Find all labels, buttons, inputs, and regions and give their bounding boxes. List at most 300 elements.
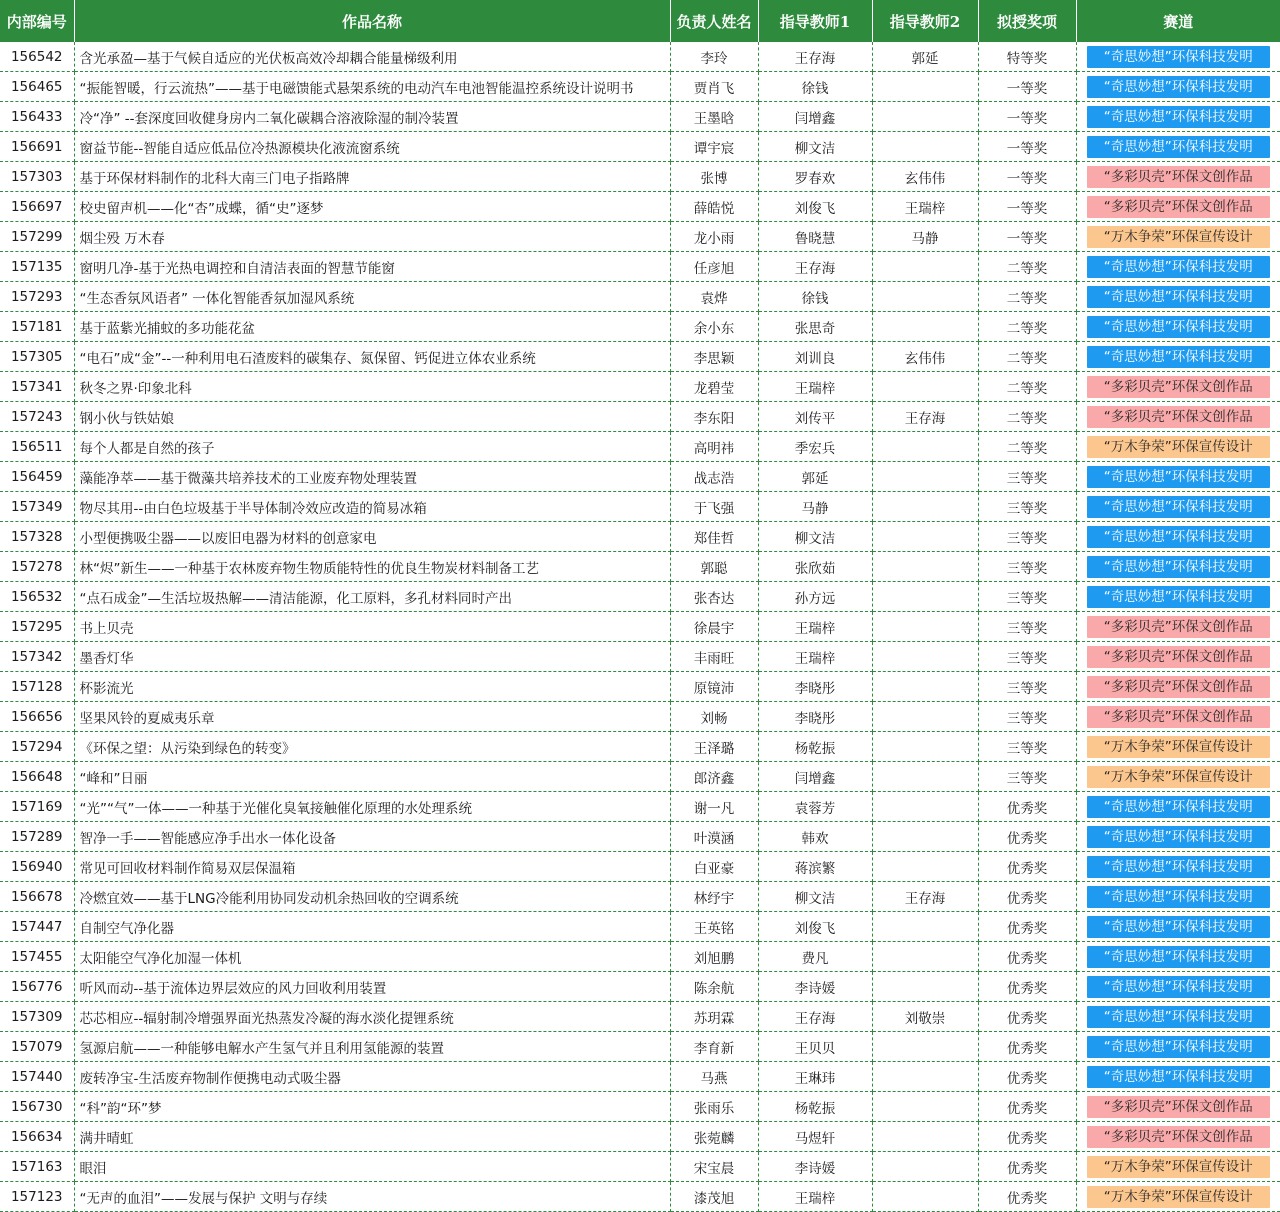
cell-leader: 张杏达 bbox=[670, 582, 758, 612]
cell-title: 满井晴虹 bbox=[74, 1122, 670, 1152]
table-row[interactable] bbox=[0, 102, 1280, 132]
table-row[interactable] bbox=[0, 402, 1280, 432]
cell-track bbox=[1076, 72, 1280, 102]
cell-award: 一等奖 bbox=[978, 132, 1076, 162]
cell-leader: 刘畅 bbox=[670, 702, 758, 732]
cell-leader: 原镜沛 bbox=[670, 672, 758, 702]
cell-id: 156697 bbox=[0, 192, 74, 222]
cell-title: 听风而动--基于流体边界层效应的风力回收利用装置 bbox=[74, 972, 670, 1002]
track-badge: “奇思妙想”环保科技发明 bbox=[1087, 346, 1270, 368]
cell-teacher2 bbox=[872, 1062, 978, 1092]
cell-leader: 漆茂旭 bbox=[670, 1182, 758, 1212]
cell-teacher2 bbox=[872, 372, 978, 402]
cell-teacher2 bbox=[872, 252, 978, 282]
track-badge: “万木争荣”环保宣传设计 bbox=[1087, 766, 1270, 788]
track-badge: “奇思妙想”环保科技发明 bbox=[1087, 106, 1270, 128]
cell-id: 156542 bbox=[0, 42, 74, 72]
cell-leader: 白亚豪 bbox=[670, 852, 758, 882]
cell-award: 优秀奖 bbox=[978, 1122, 1076, 1152]
table-row[interactable] bbox=[0, 1002, 1280, 1032]
track-badge: “多彩贝壳”环保文创作品 bbox=[1087, 196, 1270, 218]
cell-track bbox=[1076, 882, 1280, 912]
cell-id: 156730 bbox=[0, 1092, 74, 1122]
cell-award: 三等奖 bbox=[978, 582, 1076, 612]
track-badge: “多彩贝壳”环保文创作品 bbox=[1087, 616, 1270, 638]
cell-title: 氢源启航——一种能够电解水产生氢气并且利用氢能源的装置 bbox=[74, 1032, 670, 1062]
cell-id: 157342 bbox=[0, 642, 74, 672]
track-badge: “奇思妙想”环保科技发明 bbox=[1087, 496, 1270, 518]
cell-award: 优秀奖 bbox=[978, 1002, 1076, 1032]
cell-teacher2 bbox=[872, 792, 978, 822]
cell-track bbox=[1076, 282, 1280, 312]
cell-id: 157341 bbox=[0, 372, 74, 402]
cell-teacher1: 柳文洁 bbox=[758, 522, 872, 552]
cell-title: 窗益节能--智能自适应低品位冷热源模块化液流窗系统 bbox=[74, 132, 670, 162]
cell-leader: 李东阳 bbox=[670, 402, 758, 432]
cell-title: 眼泪 bbox=[74, 1152, 670, 1182]
cell-id: 157440 bbox=[0, 1062, 74, 1092]
track-badge: “多彩贝壳”环保文创作品 bbox=[1087, 706, 1270, 728]
cell-title: “峰和”日丽 bbox=[74, 762, 670, 792]
table-row[interactable] bbox=[0, 732, 1280, 762]
cell-teacher2 bbox=[872, 822, 978, 852]
track-badge: “奇思妙想”环保科技发明 bbox=[1087, 946, 1270, 968]
cell-teacher1: 刘俊飞 bbox=[758, 912, 872, 942]
table-row[interactable] bbox=[0, 162, 1280, 192]
track-badge: “奇思妙想”环保科技发明 bbox=[1087, 886, 1270, 908]
header-award[interactable]: 拟授奖项 bbox=[978, 0, 1076, 42]
cell-leader: 谢一凡 bbox=[670, 792, 758, 822]
cell-teacher2: 马静 bbox=[872, 222, 978, 252]
cell-track bbox=[1076, 642, 1280, 672]
cell-track bbox=[1076, 1152, 1280, 1182]
cell-teacher2 bbox=[872, 312, 978, 342]
cell-award: 优秀奖 bbox=[978, 942, 1076, 972]
cell-award: 优秀奖 bbox=[978, 1032, 1076, 1062]
track-badge: “多彩贝壳”环保文创作品 bbox=[1087, 1096, 1270, 1118]
cell-leader: 马燕 bbox=[670, 1062, 758, 1092]
cell-track bbox=[1076, 132, 1280, 162]
cell-leader: 陈余航 bbox=[670, 972, 758, 1002]
cell-id: 156678 bbox=[0, 882, 74, 912]
cell-title: “无声的血泪”——发展与保护 文明与存续 bbox=[74, 1182, 670, 1212]
cell-leader: 郎济鑫 bbox=[670, 762, 758, 792]
header-leader[interactable]: 负责人姓名 bbox=[670, 0, 758, 42]
track-badge: “奇思妙想”环保科技发明 bbox=[1087, 136, 1270, 158]
cell-teacher1: 马煜轩 bbox=[758, 1122, 872, 1152]
cell-title: 藻能净萃——基于微藻共培养技术的工业废弃物处理装置 bbox=[74, 462, 670, 492]
cell-title: 烟尘殁 万木春 bbox=[74, 222, 670, 252]
cell-award: 二等奖 bbox=[978, 402, 1076, 432]
cell-leader: 宋宝晨 bbox=[670, 1152, 758, 1182]
cell-teacher1: 李诗媛 bbox=[758, 972, 872, 1002]
cell-leader: 王英铭 bbox=[670, 912, 758, 942]
table-row[interactable] bbox=[0, 672, 1280, 702]
cell-id: 157303 bbox=[0, 162, 74, 192]
cell-award: 三等奖 bbox=[978, 762, 1076, 792]
cell-leader: 郑佳哲 bbox=[670, 522, 758, 552]
cell-title: 钢小伙与铁姑娘 bbox=[74, 402, 670, 432]
cell-leader: 李思颖 bbox=[670, 342, 758, 372]
cell-title: 物尽其用--由白色垃圾基于半导体制冷效应改造的简易冰箱 bbox=[74, 492, 670, 522]
cell-title: 芯芯相应--辐射制冷增强界面光热蒸发冷凝的海水淡化提锂系统 bbox=[74, 1002, 670, 1032]
table-row[interactable] bbox=[0, 1092, 1280, 1122]
cell-leader: 薛皓悦 bbox=[670, 192, 758, 222]
cell-teacher1: 柳文洁 bbox=[758, 132, 872, 162]
cell-teacher2 bbox=[872, 1152, 978, 1182]
cell-leader: 张雨乐 bbox=[670, 1092, 758, 1122]
header-teacher1[interactable]: 指导教师1 bbox=[758, 0, 872, 42]
cell-award: 一等奖 bbox=[978, 162, 1076, 192]
cell-leader: 丰雨旺 bbox=[670, 642, 758, 672]
cell-teacher1: 郭延 bbox=[758, 462, 872, 492]
cell-id: 157243 bbox=[0, 402, 74, 432]
cell-track bbox=[1076, 1092, 1280, 1122]
table-row[interactable] bbox=[0, 882, 1280, 912]
cell-id: 156634 bbox=[0, 1122, 74, 1152]
table-row[interactable] bbox=[0, 912, 1280, 942]
cell-id: 156940 bbox=[0, 852, 74, 882]
cell-track bbox=[1076, 1062, 1280, 1092]
cell-teacher2 bbox=[872, 1032, 978, 1062]
cell-teacher2 bbox=[872, 942, 978, 972]
table-row[interactable] bbox=[0, 972, 1280, 1002]
cell-title: “振能智暖，行云流热”——基于电磁馈能式悬架系统的电动汽车电池智能温控系统设计说明书 bbox=[74, 72, 670, 102]
cell-title: 校史留声机——化“杏”成蝶，循“史”逐梦 bbox=[74, 192, 670, 222]
cell-track bbox=[1076, 912, 1280, 942]
cell-track bbox=[1076, 612, 1280, 642]
cell-track bbox=[1076, 792, 1280, 822]
cell-title: “科”韵“环”梦 bbox=[74, 1092, 670, 1122]
table-row[interactable] bbox=[0, 522, 1280, 552]
track-badge: “奇思妙想”环保科技发明 bbox=[1087, 976, 1270, 998]
cell-award: 优秀奖 bbox=[978, 1182, 1076, 1212]
table-row[interactable] bbox=[0, 942, 1280, 972]
cell-title: 书上贝壳 bbox=[74, 612, 670, 642]
table-row[interactable] bbox=[0, 282, 1280, 312]
cell-teacher2: 郭延 bbox=[872, 42, 978, 72]
cell-id: 157181 bbox=[0, 312, 74, 342]
cell-teacher1: 刘训良 bbox=[758, 342, 872, 372]
cell-id: 157299 bbox=[0, 222, 74, 252]
cell-teacher2: 玄伟伟 bbox=[872, 162, 978, 192]
cell-track bbox=[1076, 972, 1280, 1002]
cell-teacher2 bbox=[872, 522, 978, 552]
cell-leader: 余小东 bbox=[670, 312, 758, 342]
cell-teacher1: 王存海 bbox=[758, 1002, 872, 1032]
track-badge: “万木争荣”环保宣传设计 bbox=[1087, 436, 1270, 458]
cell-teacher2 bbox=[872, 702, 978, 732]
cell-leader: 李玲 bbox=[670, 42, 758, 72]
header-track[interactable]: 赛道 bbox=[1076, 0, 1280, 42]
cell-teacher2 bbox=[872, 612, 978, 642]
table-row[interactable] bbox=[0, 1182, 1280, 1212]
cell-teacher1: 柳文洁 bbox=[758, 882, 872, 912]
cell-teacher2 bbox=[872, 462, 978, 492]
table-row[interactable] bbox=[0, 582, 1280, 612]
track-badge: “多彩贝壳”环保文创作品 bbox=[1087, 166, 1270, 188]
cell-teacher2 bbox=[872, 642, 978, 672]
cell-leader: 张菀麟 bbox=[670, 1122, 758, 1152]
cell-teacher2 bbox=[872, 732, 978, 762]
cell-track bbox=[1076, 852, 1280, 882]
table-row[interactable] bbox=[0, 1062, 1280, 1092]
cell-title: 基于蓝紫光捕蚊的多功能花盆 bbox=[74, 312, 670, 342]
cell-track bbox=[1076, 252, 1280, 282]
table-row[interactable] bbox=[0, 222, 1280, 252]
cell-id: 157294 bbox=[0, 732, 74, 762]
cell-award: 优秀奖 bbox=[978, 792, 1076, 822]
cell-track bbox=[1076, 312, 1280, 342]
cell-track bbox=[1076, 522, 1280, 552]
track-badge: “奇思妙想”环保科技发明 bbox=[1087, 556, 1270, 578]
cell-title: 冷燃宜效——基于LNG冷能利用协同发动机余热回收的空调系统 bbox=[74, 882, 670, 912]
cell-title: 小型便携吸尘器——以废旧电器为材料的创意家电 bbox=[74, 522, 670, 552]
cell-track bbox=[1076, 1032, 1280, 1062]
cell-teacher1: 王瑞梓 bbox=[758, 612, 872, 642]
cell-teacher1: 李晓彤 bbox=[758, 702, 872, 732]
cell-title: 太阳能空气净化加湿一体机 bbox=[74, 942, 670, 972]
cell-id: 156433 bbox=[0, 102, 74, 132]
cell-teacher1: 刘俊飞 bbox=[758, 192, 872, 222]
cell-track bbox=[1076, 402, 1280, 432]
cell-award: 三等奖 bbox=[978, 672, 1076, 702]
table-row[interactable] bbox=[0, 1032, 1280, 1062]
cell-track bbox=[1076, 1122, 1280, 1152]
table-row[interactable] bbox=[0, 72, 1280, 102]
table-row[interactable] bbox=[0, 312, 1280, 342]
table-body bbox=[0, 42, 1280, 1212]
cell-title: “点石成金”—生活垃圾热解——清洁能源，化工原料，多孔材料同时产出 bbox=[74, 582, 670, 612]
cell-award: 三等奖 bbox=[978, 462, 1076, 492]
table-row[interactable] bbox=[0, 252, 1280, 282]
cell-teacher1: 李诗媛 bbox=[758, 1152, 872, 1182]
cell-id: 157169 bbox=[0, 792, 74, 822]
cell-teacher1: 杨乾振 bbox=[758, 1092, 872, 1122]
cell-id: 157135 bbox=[0, 252, 74, 282]
cell-teacher2 bbox=[872, 972, 978, 1002]
cell-track bbox=[1076, 702, 1280, 732]
cell-leader: 谭宇宸 bbox=[670, 132, 758, 162]
cell-id: 157349 bbox=[0, 492, 74, 522]
cell-id: 157447 bbox=[0, 912, 74, 942]
cell-track bbox=[1076, 552, 1280, 582]
cell-id: 157305 bbox=[0, 342, 74, 372]
track-badge: “多彩贝壳”环保文创作品 bbox=[1087, 1126, 1270, 1148]
cell-teacher1: 季宏兵 bbox=[758, 432, 872, 462]
cell-leader: 任彦旭 bbox=[670, 252, 758, 282]
cell-title: 基于环保材料制作的北科大南三门电子指路牌 bbox=[74, 162, 670, 192]
table-row[interactable] bbox=[0, 552, 1280, 582]
cell-leader: 袁烨 bbox=[670, 282, 758, 312]
cell-title: 林“烬”新生——一种基于农林废弃物生物质能特性的优良生物炭材料制备工艺 bbox=[74, 552, 670, 582]
track-badge: “奇思妙想”环保科技发明 bbox=[1087, 856, 1270, 878]
cell-teacher2: 王瑞梓 bbox=[872, 192, 978, 222]
table-header-row bbox=[0, 0, 1280, 42]
cell-id: 157123 bbox=[0, 1182, 74, 1212]
cell-title: 墨香灯华 bbox=[74, 642, 670, 672]
cell-teacher2: 王存海 bbox=[872, 882, 978, 912]
cell-award: 优秀奖 bbox=[978, 822, 1076, 852]
table-row[interactable] bbox=[0, 792, 1280, 822]
cell-teacher1: 袁蓉芳 bbox=[758, 792, 872, 822]
cell-award: 优秀奖 bbox=[978, 882, 1076, 912]
cell-id: 157079 bbox=[0, 1032, 74, 1062]
cell-award: 二等奖 bbox=[978, 282, 1076, 312]
cell-teacher1: 鲁晓慧 bbox=[758, 222, 872, 252]
cell-teacher2: 玄伟伟 bbox=[872, 342, 978, 372]
cell-id: 157128 bbox=[0, 672, 74, 702]
cell-award: 三等奖 bbox=[978, 702, 1076, 732]
table-row[interactable] bbox=[0, 822, 1280, 852]
cell-award: 二等奖 bbox=[978, 372, 1076, 402]
cell-id: 157328 bbox=[0, 522, 74, 552]
table-row[interactable] bbox=[0, 642, 1280, 672]
cell-award: 三等奖 bbox=[978, 732, 1076, 762]
cell-teacher1: 蒋滨繁 bbox=[758, 852, 872, 882]
cell-teacher1: 王存海 bbox=[758, 252, 872, 282]
cell-title: 自制空气净化器 bbox=[74, 912, 670, 942]
cell-teacher1: 罗春欢 bbox=[758, 162, 872, 192]
cell-teacher1: 闫增鑫 bbox=[758, 762, 872, 792]
cell-teacher1: 王瑞梓 bbox=[758, 372, 872, 402]
table-row[interactable] bbox=[0, 342, 1280, 372]
cell-track bbox=[1076, 732, 1280, 762]
cell-leader: 苏玥霖 bbox=[670, 1002, 758, 1032]
cell-teacher2 bbox=[872, 1092, 978, 1122]
cell-award: 三等奖 bbox=[978, 612, 1076, 642]
table-row[interactable] bbox=[0, 762, 1280, 792]
cell-leader: 刘旭鹏 bbox=[670, 942, 758, 972]
cell-track bbox=[1076, 492, 1280, 522]
cell-teacher2 bbox=[872, 672, 978, 702]
table-row[interactable] bbox=[0, 462, 1280, 492]
cell-track bbox=[1076, 462, 1280, 492]
cell-track bbox=[1076, 432, 1280, 462]
cell-id: 156691 bbox=[0, 132, 74, 162]
cell-id: 157309 bbox=[0, 1002, 74, 1032]
track-badge: “奇思妙想”环保科技发明 bbox=[1087, 286, 1270, 308]
cell-leader: 李育新 bbox=[670, 1032, 758, 1062]
cell-award: 三等奖 bbox=[978, 492, 1076, 522]
cell-teacher1: 王贝贝 bbox=[758, 1032, 872, 1062]
cell-teacher2 bbox=[872, 102, 978, 132]
cell-title: 《环保之望：从污染到绿色的转变》 bbox=[74, 732, 670, 762]
cell-leader: 叶漠涵 bbox=[670, 822, 758, 852]
table-row[interactable] bbox=[0, 1152, 1280, 1182]
table-row[interactable] bbox=[0, 132, 1280, 162]
cell-award: 一等奖 bbox=[978, 102, 1076, 132]
cell-teacher1: 闫增鑫 bbox=[758, 102, 872, 132]
cell-title: 每个人都是自然的孩子 bbox=[74, 432, 670, 462]
cell-id: 157293 bbox=[0, 282, 74, 312]
cell-teacher2 bbox=[872, 492, 978, 522]
cell-teacher2: 刘敬崇 bbox=[872, 1002, 978, 1032]
cell-title: 常见可回收材料制作简易双层保温箱 bbox=[74, 852, 670, 882]
cell-leader: 王泽璐 bbox=[670, 732, 758, 762]
cell-teacher2 bbox=[872, 432, 978, 462]
table-row[interactable] bbox=[0, 492, 1280, 522]
track-badge: “奇思妙想”环保科技发明 bbox=[1087, 316, 1270, 338]
cell-teacher1: 徐钱 bbox=[758, 72, 872, 102]
cell-award: 优秀奖 bbox=[978, 1062, 1076, 1092]
cell-teacher2 bbox=[872, 762, 978, 792]
track-badge: “多彩贝壳”环保文创作品 bbox=[1087, 646, 1270, 668]
cell-teacher2 bbox=[872, 132, 978, 162]
track-badge: “万木争荣”环保宣传设计 bbox=[1087, 226, 1270, 248]
cell-title: 杯影流光 bbox=[74, 672, 670, 702]
cell-track bbox=[1076, 1002, 1280, 1032]
table-row[interactable] bbox=[0, 702, 1280, 732]
cell-id: 156532 bbox=[0, 582, 74, 612]
table-row[interactable] bbox=[0, 372, 1280, 402]
cell-track bbox=[1076, 222, 1280, 252]
cell-leader: 林纾宇 bbox=[670, 882, 758, 912]
cell-teacher2 bbox=[872, 912, 978, 942]
header-title[interactable]: 作品名称 bbox=[74, 0, 670, 42]
cell-award: 优秀奖 bbox=[978, 1092, 1076, 1122]
cell-award: 二等奖 bbox=[978, 342, 1076, 372]
cell-teacher1: 杨乾振 bbox=[758, 732, 872, 762]
track-badge: “奇思妙想”环保科技发明 bbox=[1087, 826, 1270, 848]
track-badge: “奇思妙想”环保科技发明 bbox=[1087, 526, 1270, 548]
header-teacher2[interactable]: 指导教师2 bbox=[872, 0, 978, 42]
table-row[interactable] bbox=[0, 852, 1280, 882]
cell-award: 优秀奖 bbox=[978, 972, 1076, 1002]
cell-teacher1: 孙方远 bbox=[758, 582, 872, 612]
track-badge: “奇思妙想”环保科技发明 bbox=[1087, 586, 1270, 608]
track-badge: “万木争荣”环保宣传设计 bbox=[1087, 736, 1270, 758]
cell-teacher1: 张欣茹 bbox=[758, 552, 872, 582]
cell-id: 156511 bbox=[0, 432, 74, 462]
cell-teacher1: 张思奇 bbox=[758, 312, 872, 342]
cell-leader: 郭聪 bbox=[670, 552, 758, 582]
cell-teacher1: 王存海 bbox=[758, 42, 872, 72]
table-row[interactable] bbox=[0, 42, 1280, 72]
cell-track bbox=[1076, 192, 1280, 222]
track-badge: “奇思妙想”环保科技发明 bbox=[1087, 1066, 1270, 1088]
cell-id: 157163 bbox=[0, 1152, 74, 1182]
track-badge: “奇思妙想”环保科技发明 bbox=[1087, 256, 1270, 278]
cell-track bbox=[1076, 42, 1280, 72]
cell-id: 157289 bbox=[0, 822, 74, 852]
track-badge: “奇思妙想”环保科技发明 bbox=[1087, 46, 1270, 68]
cell-teacher2 bbox=[872, 852, 978, 882]
cell-teacher1: 王琳玮 bbox=[758, 1062, 872, 1092]
cell-track bbox=[1076, 762, 1280, 792]
cell-award: 二等奖 bbox=[978, 312, 1076, 342]
cell-track bbox=[1076, 162, 1280, 192]
cell-leader: 贾肖飞 bbox=[670, 72, 758, 102]
track-badge: “奇思妙想”环保科技发明 bbox=[1087, 76, 1270, 98]
table-row[interactable] bbox=[0, 192, 1280, 222]
cell-teacher1: 马静 bbox=[758, 492, 872, 522]
cell-award: 特等奖 bbox=[978, 42, 1076, 72]
cell-award: 一等奖 bbox=[978, 222, 1076, 252]
cell-award: 一等奖 bbox=[978, 72, 1076, 102]
cell-title: 废转净宝-生活废弃物制作便携电动式吸尘器 bbox=[74, 1062, 670, 1092]
table-row[interactable] bbox=[0, 1122, 1280, 1152]
table-row[interactable] bbox=[0, 432, 1280, 462]
cell-award: 三等奖 bbox=[978, 642, 1076, 672]
cell-teacher2 bbox=[872, 72, 978, 102]
cell-track bbox=[1076, 582, 1280, 612]
cell-track bbox=[1076, 942, 1280, 972]
cell-track bbox=[1076, 372, 1280, 402]
table-row[interactable] bbox=[0, 612, 1280, 642]
cell-track bbox=[1076, 1182, 1280, 1212]
header-id[interactable]: 内部编号 bbox=[0, 0, 74, 42]
